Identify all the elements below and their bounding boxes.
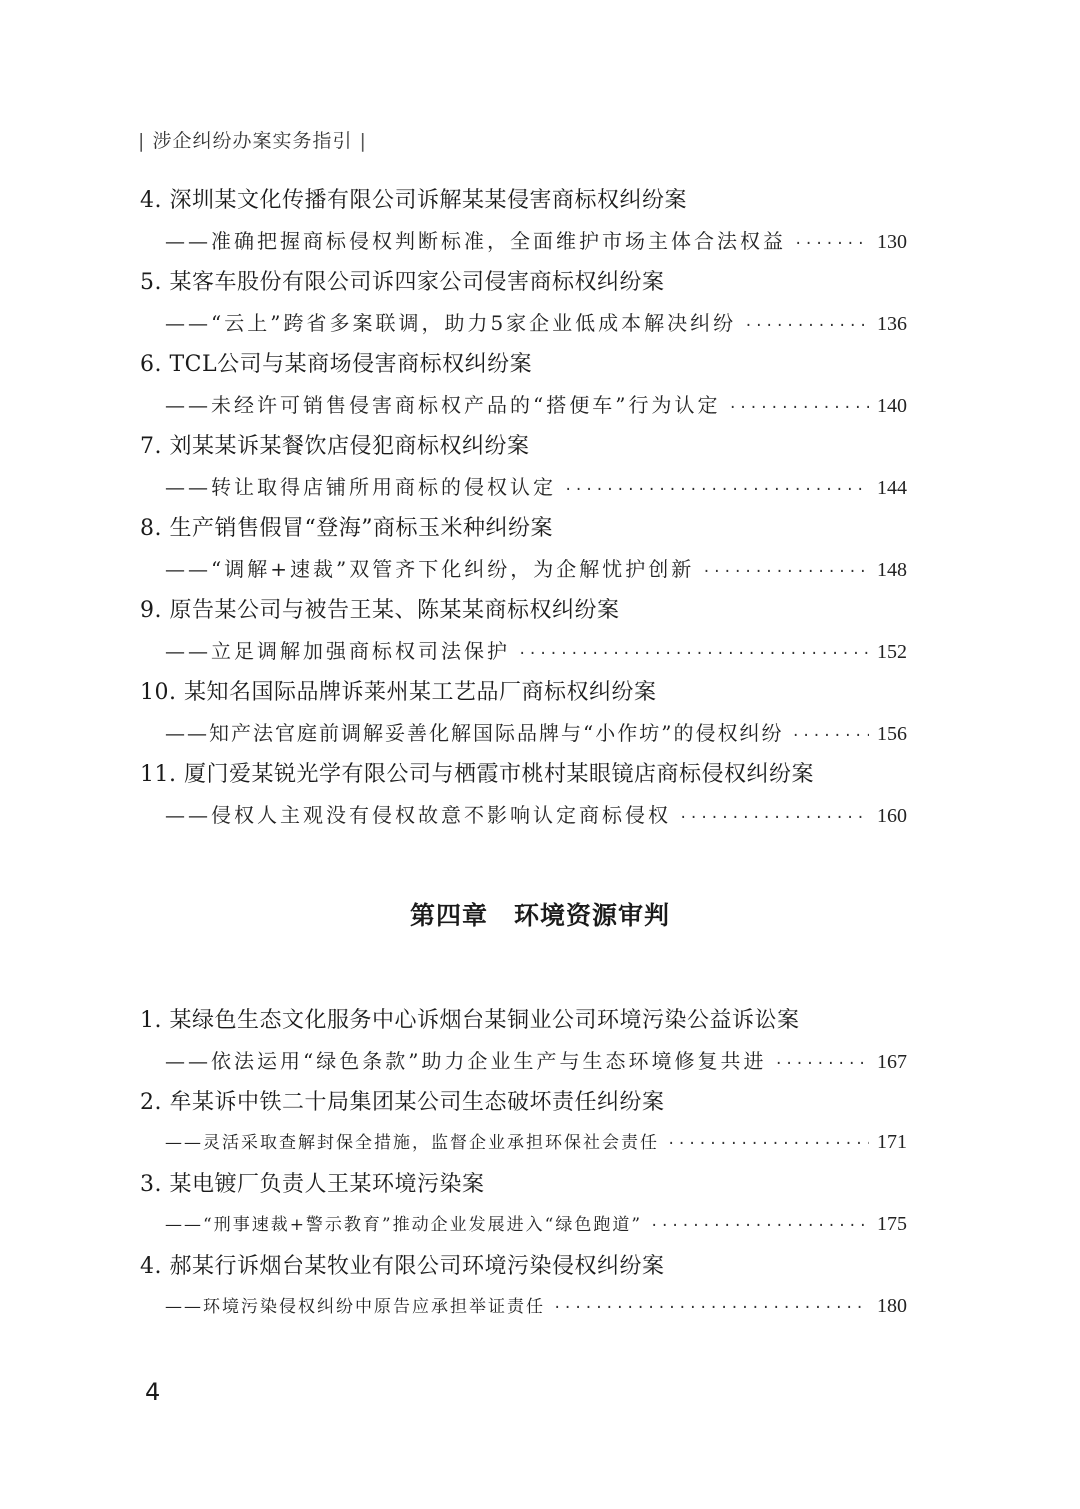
- toc-page-number: 140: [877, 395, 907, 417]
- dot-leader: [794, 236, 869, 252]
- toc-page-number: 167: [877, 1051, 907, 1073]
- toc-entry-subtitle-row[interactable]: [165, 389, 907, 418]
- dot-leader: [553, 1300, 869, 1316]
- dot-leader: [774, 1056, 869, 1072]
- toc-entry-title[interactable]: 4. 郝某行诉烟台某牧业有限公司环境污染侵权纠纷案: [140, 1254, 665, 1279]
- toc-page-number: 136: [877, 313, 907, 335]
- toc-page-number: 171: [877, 1131, 907, 1153]
- toc-entry-title[interactable]: 7. 刘某某诉某餐饮店侵犯商标权纠纷案: [140, 434, 530, 459]
- toc-page-number: 148: [877, 559, 907, 581]
- toc-entry-title[interactable]: 3. 某电镀厂负责人王某环境污染案: [140, 1172, 485, 1197]
- toc-entry-title[interactable]: 10. 某知名国际品牌诉莱州某工艺品厂商标权纠纷案: [140, 680, 657, 705]
- toc-entry-title[interactable]: 1. 某绿色生态文化服务中心诉烟台某铜业公司环境污染公益诉讼案: [140, 1008, 800, 1033]
- dot-leader: [728, 400, 869, 416]
- toc-entry-subtitle: ——准确把握商标侵权判断标准，全面维护市场主体合法权益: [165, 229, 786, 253]
- page-number: 4: [145, 1378, 161, 1406]
- toc-entry-title[interactable]: 9. 原告某公司与被告王某、陈某某商标权纠纷案: [140, 598, 620, 623]
- toc-entry-title[interactable]: 2. 牟某诉中铁二十局集团某公司生态破坏责任纠纷案: [140, 1090, 665, 1115]
- dot-leader: [667, 1136, 869, 1152]
- toc-entry-subtitle-row[interactable]: [165, 635, 907, 664]
- toc-page-number: 156: [877, 723, 907, 745]
- toc-entry-subtitle-row[interactable]: [165, 225, 907, 254]
- toc-entry-subtitle-row[interactable]: [165, 1292, 907, 1318]
- toc-entry-subtitle: ——依法运用“绿色条款”助力企业生产与生态环境修复共进: [165, 1049, 767, 1073]
- toc-page-number: 160: [877, 805, 907, 827]
- toc-entry-subtitle: ——知产法官庭前调解妥善化解国际品牌与“小作坊”的侵权纠纷: [165, 721, 784, 745]
- toc-entry-subtitle-row[interactable]: [165, 1210, 907, 1236]
- toc-page-number: 130: [877, 231, 907, 253]
- toc-entry-title[interactable]: 5. 某客车股份有限公司诉四家公司侵害商标权纠纷案: [140, 270, 665, 295]
- toc-entry-title[interactable]: 8. 生产销售假冒“登海”商标玉米种纠纷案: [140, 516, 553, 541]
- dot-leader: [650, 1218, 869, 1234]
- toc-entry-subtitle: ——转让取得店铺所用商标的侵权认定: [165, 475, 556, 499]
- toc-entry-subtitle-row[interactable]: [165, 1128, 907, 1154]
- dot-leader: [679, 810, 869, 826]
- dot-leader: [564, 482, 869, 498]
- running-header: [138, 126, 367, 153]
- toc-entry-subtitle: ——立足调解加强商标权司法保护: [165, 639, 510, 663]
- header-divider: |: [138, 130, 146, 152]
- header-divider: |: [359, 130, 367, 152]
- running-title: 涉企纠纷办案实务指引: [152, 130, 353, 152]
- toc-page-number: 175: [877, 1213, 907, 1235]
- dot-leader: [702, 564, 869, 580]
- dot-leader: [791, 728, 869, 744]
- toc-page-number: 144: [877, 477, 907, 499]
- toc-entry-subtitle-row[interactable]: [165, 553, 907, 582]
- toc-entry-subtitle: ——环境污染侵权纠纷中原告应承担举证责任: [165, 1297, 545, 1317]
- toc-entry-subtitle-row[interactable]: [165, 307, 907, 336]
- toc-entry-title[interactable]: 4. 深圳某文化传播有限公司诉解某某侵害商标权纠纷案: [140, 188, 687, 213]
- dot-leader: [744, 318, 869, 334]
- toc-entry-subtitle: ——灵活采取查解封保全措施，监督企业承担环保社会责任: [165, 1133, 659, 1153]
- toc-entry-subtitle: ——“刑事速裁+警示教育”推动企业发展进入“绿色跑道”: [165, 1215, 643, 1235]
- toc-entry-title[interactable]: 11. 厦门爱某锐光学有限公司与栖霞市桃村某眼镜店商标侵权纠纷案: [140, 762, 814, 787]
- toc-entry-title[interactable]: 6. TCL公司与某商场侵害商标权纠纷案: [140, 352, 533, 377]
- toc-entry-subtitle: ——未经许可销售侵害商标权产品的“搭便车”行为认定: [165, 393, 721, 417]
- toc-entry-subtitle-row[interactable]: [165, 471, 907, 500]
- toc-entry-subtitle-row[interactable]: [165, 717, 907, 746]
- toc-entry-subtitle: ——“调解+速裁”双管齐下化纠纷，为企解忧护创新: [165, 557, 695, 581]
- toc-page-number: 152: [877, 641, 907, 663]
- toc-page-number: 180: [877, 1295, 907, 1317]
- toc-entry-subtitle-row[interactable]: [165, 1045, 907, 1074]
- chapter-heading[interactable]: 第四章 环境资源审判: [409, 901, 670, 930]
- toc-entry-subtitle: ——“云上”跨省多案联调，助力5家企业低成本解决纠纷: [165, 311, 737, 335]
- toc-entry-subtitle-row[interactable]: [165, 799, 907, 828]
- dot-leader: [518, 646, 869, 662]
- toc-entry-subtitle: ——侵权人主观没有侵权故意不影响认定商标侵权: [165, 803, 671, 827]
